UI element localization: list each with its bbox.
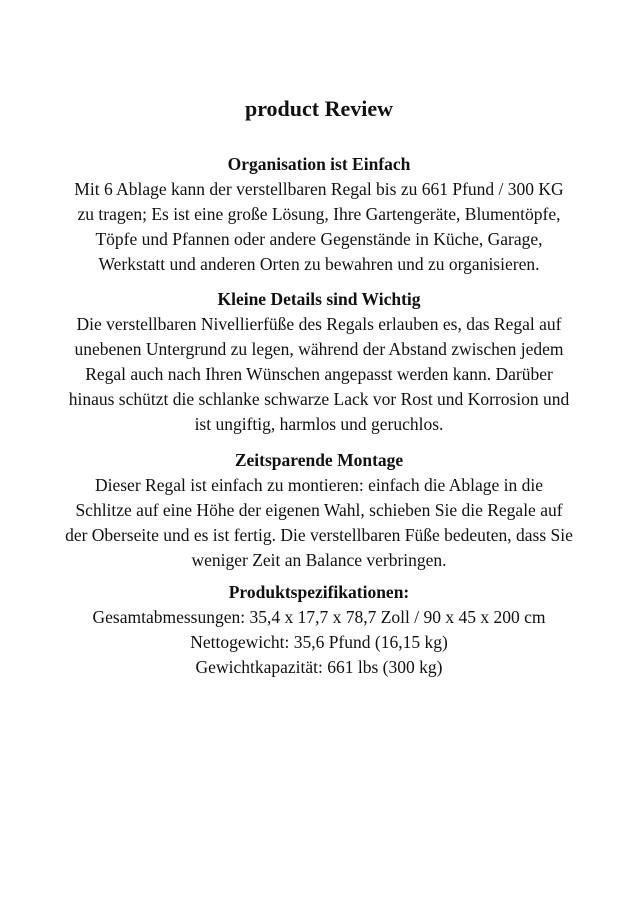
paragraph-line: der Oberseite und es ist fertig. Die verstellbaren Füße bedeuten, dass Sie xyxy=(65,525,573,545)
paragraph-line: ist ungiftig, harmlos und geruchlos. xyxy=(194,414,444,434)
spec-line: Gewichtkapazität: 661 lbs (300 kg) xyxy=(195,657,443,677)
paragraph-line: weniger Zeit an Balance verbringen. xyxy=(191,550,447,570)
spec-line: Gesamtabmessungen: 35,4 x 17,7 x 78,7 Zoll / 90 x 45 x 200 cm xyxy=(92,607,546,627)
paragraph-line: Regal auch nach Ihren Wünschen angepasst werden kann. Darüber xyxy=(85,364,553,384)
paragraph-line: hinaus schützt die schlanke schwarze Lack vor Rost und Korrosion und xyxy=(68,389,570,409)
section-details xyxy=(0,287,638,437)
section-heading: Organisation ist Einfach xyxy=(227,154,411,174)
section-heading: Produktspezifikationen: xyxy=(228,582,410,602)
section-specifications xyxy=(0,580,638,680)
section-heading: Kleine Details sind Wichtig xyxy=(217,289,421,309)
section-montage xyxy=(0,448,638,573)
section-organisation xyxy=(0,152,638,277)
paragraph-line: zu tragen; Es ist eine große Lösung, Ihre Gartengeräte, Blumentöpfe, xyxy=(77,204,561,224)
paragraph-line: Töpfe und Pfannen oder andere Gegenstände in Küche, Garage, xyxy=(95,229,543,249)
section-heading: Zeitsparende Montage xyxy=(234,450,404,470)
paragraph-line: unebenen Untergrund zu legen, während der Abstand zwischen jedem xyxy=(74,339,564,359)
paragraph-line: Schlitze auf eine Höhe der eigenen Wahl, schieben Sie die Regale auf xyxy=(75,500,563,520)
paragraph-line: Dieser Regal ist einfach zu montieren: einfach die Ablage in die xyxy=(94,475,544,495)
paragraph-line: Mit 6 Ablage kann der verstellbaren Regal bis zu 661 Pfund / 300 KG xyxy=(74,179,564,199)
spec-line: Nettogewicht: 35,6 Pfund (16,15 kg) xyxy=(190,632,448,652)
page-title: product Review xyxy=(244,96,394,121)
paragraph-line: Die verstellbaren Nivellierfüße des Regals erlauben es, das Regal auf xyxy=(76,314,562,334)
paragraph-line: Werkstatt und anderen Orten zu bewahren und zu organisieren. xyxy=(98,254,540,274)
